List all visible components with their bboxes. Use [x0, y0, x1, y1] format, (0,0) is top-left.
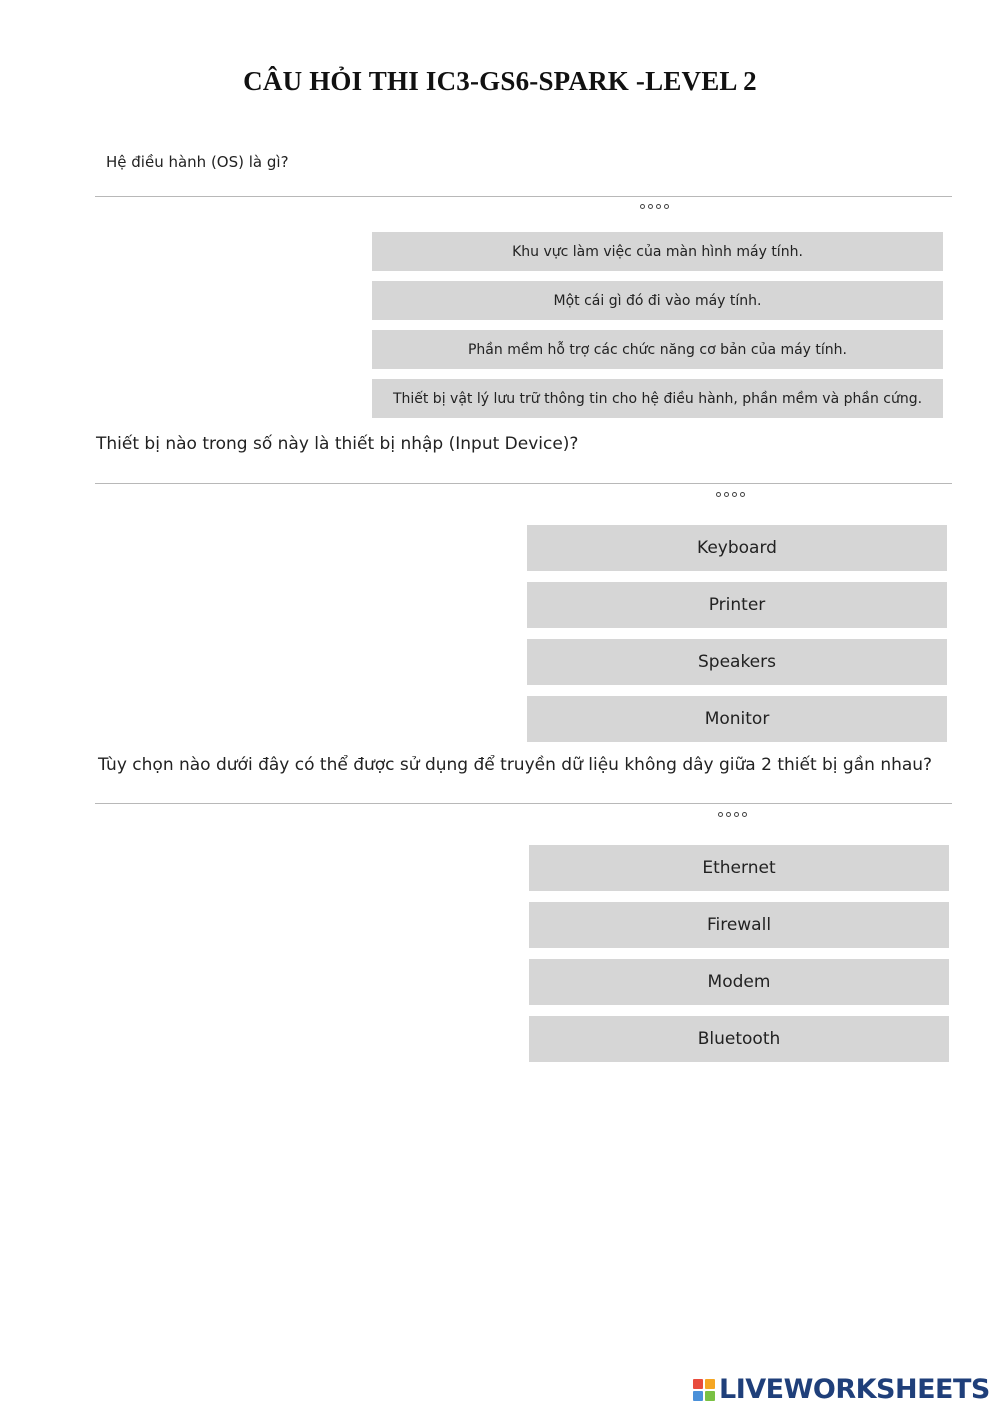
dot-icon	[742, 812, 747, 817]
answer-option[interactable]: Thiết bị vật lý lưu trữ thông tin cho hệ điều hành, phần mềm và phần cứng.	[372, 379, 943, 418]
dot-icon	[656, 204, 661, 209]
question-2-divider	[95, 483, 952, 484]
answer-option[interactable]: Monitor	[527, 696, 947, 742]
pagination-dots	[716, 492, 745, 497]
dot-icon	[734, 812, 739, 817]
answer-option[interactable]: Bluetooth	[529, 1016, 949, 1062]
dot-icon	[664, 204, 669, 209]
dot-icon	[724, 492, 729, 497]
answer-option[interactable]: Speakers	[527, 639, 947, 685]
answer-option[interactable]: Firewall	[529, 902, 949, 948]
dot-icon	[718, 812, 723, 817]
pagination-dots	[640, 204, 669, 209]
dot-icon	[732, 492, 737, 497]
answer-option[interactable]: Khu vực làm việc của màn hình máy tính.	[372, 232, 943, 271]
logo-text: LIVEWORKSHEETS	[719, 1374, 990, 1405]
answer-option[interactable]: Modem	[529, 959, 949, 1005]
liveworksheets-logo-icon	[693, 1379, 715, 1401]
question-2-text: Thiết bị nào trong số này là thiết bị nhập (Input Device)?	[96, 434, 579, 454]
dot-icon	[740, 492, 745, 497]
answer-option[interactable]: Printer	[527, 582, 947, 628]
answer-option[interactable]: Keyboard	[527, 525, 947, 571]
answer-option[interactable]: Phần mềm hỗ trợ các chức năng cơ bản của máy tính.	[372, 330, 943, 369]
question-3-divider	[95, 803, 952, 804]
pagination-dots	[718, 812, 747, 817]
dot-icon	[648, 204, 653, 209]
answer-option[interactable]: Ethernet	[529, 845, 949, 891]
dot-icon	[640, 204, 645, 209]
question-3-text: Tùy chọn nào dưới đây có thể được sử dụng để truyền dữ liệu không dây giữa 2 thiết bị gần nhau?	[98, 755, 933, 775]
dot-icon	[716, 492, 721, 497]
question-1-text: Hệ điều hành (OS) là gì?	[106, 153, 289, 171]
dot-icon	[726, 812, 731, 817]
question-1-divider	[95, 196, 952, 197]
page-title: CÂU HỎI THI IC3-GS6-SPARK -LEVEL 2	[243, 66, 757, 96]
answer-option[interactable]: Một cái gì đó đi vào máy tính.	[372, 281, 943, 320]
liveworksheets-logo[interactable]	[693, 1374, 990, 1405]
